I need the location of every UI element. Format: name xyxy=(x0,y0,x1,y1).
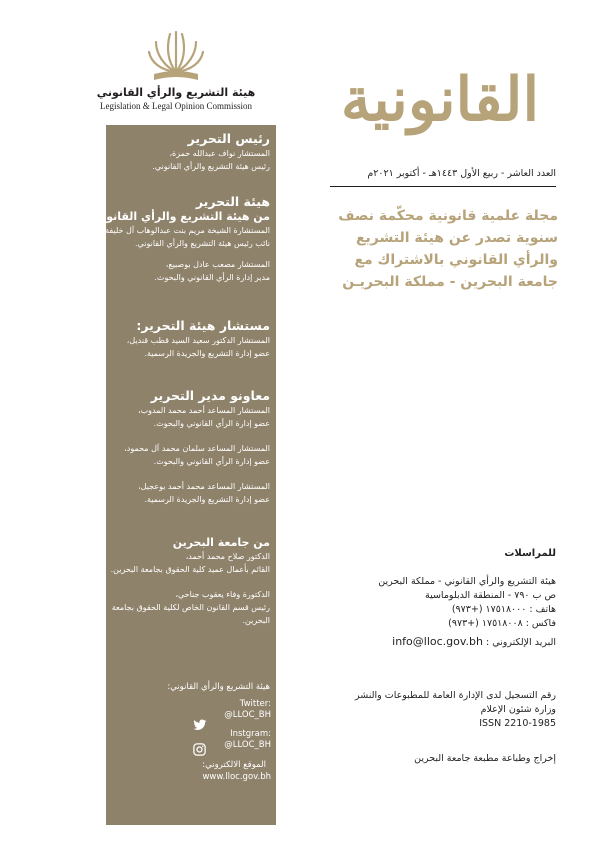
university-member-name: الدكتور صلاح محمد أحمد، xyxy=(185,552,270,561)
social-heading: هيئة التشريع والرأي القانوني: xyxy=(167,682,270,692)
logo-english-name: Legislation & Legal Opinion Commission xyxy=(100,101,252,111)
registration-ministry: وزارة شئون الإعلام xyxy=(480,704,556,715)
assistant-title: عضو إدارة الرأي القانوني والبحوث. xyxy=(153,457,270,466)
website-url-block[interactable] xyxy=(186,772,271,783)
website-url[interactable]: www.lloc.gov.bh xyxy=(202,772,271,782)
chief-editor-heading: رئيس التحرير xyxy=(187,131,270,146)
issn-number: ISSN 2210-1985 xyxy=(479,718,556,729)
description-line: جامعة البحرين - مملكة البحريـن xyxy=(342,274,558,290)
instagram-handle[interactable]: @LLOC_BH xyxy=(224,740,271,750)
editorial-board-subheading: من هيئة التشريع والرأي القانوني: xyxy=(86,210,270,223)
description-line: والرأي القانوني بالاشتراك مع xyxy=(354,252,558,268)
book-leaves-icon xyxy=(146,28,206,84)
assistant-name: المستشار المساعد محمد أحمد بوعجيل، xyxy=(138,482,270,491)
email-address[interactable]: info@lloc.gov.bh xyxy=(392,635,483,648)
twitter-handle[interactable]: @LLOC_BH xyxy=(224,710,271,720)
contact-phone: هاتف : ١٧٥١٨٠٠٠ (+٩٧٣) xyxy=(451,604,556,615)
website-block[interactable] xyxy=(186,760,266,771)
university-member-title: القائم بأعمال عميد كلية الحقوق بجامعة البحرين. xyxy=(110,565,270,574)
instagram-label: Instgram: xyxy=(230,729,271,739)
chief-editor-name: المستشار نواف عبدالله حمزة، xyxy=(169,149,270,158)
university-member-title: رئيس قسم القانون الخاص لكلية الحقوق بجامعة xyxy=(111,603,270,612)
contact-heading: للمراسلات xyxy=(504,548,556,559)
printing-section xyxy=(318,752,556,766)
twitter-label: Twitter: xyxy=(239,699,271,709)
social-heading-block xyxy=(110,681,275,694)
board-member-title: مدير إدارة الرأي القانوني والبحوث. xyxy=(154,273,270,282)
description-line: مجلة علمية قانونية محكّمة نصف xyxy=(338,208,558,224)
magazine-description xyxy=(318,205,558,293)
email-label: البريد الإلكتروني : xyxy=(486,637,556,648)
university-member-name: الدكتورة وفاء يعقوب جناحي، xyxy=(175,590,270,599)
assistant-title: عضو إدارة التشريع والجريدة الرسمية. xyxy=(144,495,270,504)
assistant-editors-heading: معاونو مدير التحرير xyxy=(150,388,270,403)
advisor-heading: مستشار هيئة التحرير: xyxy=(136,318,270,333)
contact-fax: فاكس : ١٧٥١٨٠٠٨ (+٩٧٣) xyxy=(448,618,556,629)
logo-arabic-name: هيئة التشريع والرأي القانوني xyxy=(96,86,256,99)
editorial-board-heading: هيئة التحرير xyxy=(195,194,270,209)
board-member-title: نائب رئيس هيئة التشريع والرأي القانوني. xyxy=(135,239,270,248)
board-member-name: المستشارة الشيخة مريم بنت عبدالوهاب آل خليفة، xyxy=(102,226,270,235)
university-member-title: البحرين. xyxy=(242,616,270,625)
board-member-name: المستشار مصعب عادل بوصبيع، xyxy=(165,260,270,269)
registration-line: رقم التسجيل لدى الإدارة العامة للمطبوعات والنشر xyxy=(355,690,556,701)
editorial-board-section xyxy=(86,194,275,284)
description-line: سنوية تصدر عن هيئة التشريع xyxy=(355,230,558,246)
instagram-icon[interactable] xyxy=(192,742,207,757)
assistant-name: المستشار المساعد أحمد محمد المدوب، xyxy=(137,406,270,415)
assistant-editors-section xyxy=(110,388,275,506)
issue-info: العدد العاشر - ربيع الأول ١٤٤٣هـ - أكتوبر ٢٠٢١م xyxy=(367,168,556,179)
advisor-name: المستشار الدكتور سعيد السيد قطب قنديل، xyxy=(126,336,270,345)
advisor-title: عضو إدارة التشريع والجريدة الرسمية. xyxy=(144,349,270,358)
university-section xyxy=(110,536,275,627)
registration-section xyxy=(318,689,556,731)
assistant-title: عضو إدارة الرأي القانوني والبحوث. xyxy=(153,419,270,428)
commission-logo xyxy=(130,28,222,84)
chief-editor-section xyxy=(110,131,275,173)
contact-section xyxy=(318,547,556,650)
issue-divider xyxy=(330,186,556,187)
advisor-section xyxy=(110,318,275,360)
contact-po-box: ص ب ٧٩٠ - المنطقة الدبلوماسية xyxy=(425,590,556,601)
website-label: الموقع الالكتروني: xyxy=(202,760,266,770)
assistant-name: المستشار المساعد سلمان محمد آل محمود، xyxy=(124,444,270,453)
university-heading: من جامعة البحرين xyxy=(172,536,270,549)
printing-credit: إخراج وطباعة مطبعة جامعة البحرين xyxy=(414,753,556,764)
chief-editor-title: رئيس هيئة التشريع والرأي القانوني. xyxy=(152,162,270,171)
contact-email-row xyxy=(318,635,556,650)
magazine-title: القانونية xyxy=(340,65,540,135)
contact-address: هيئة التشريع والرأي القانوني - مملكة البحرين xyxy=(378,576,556,587)
